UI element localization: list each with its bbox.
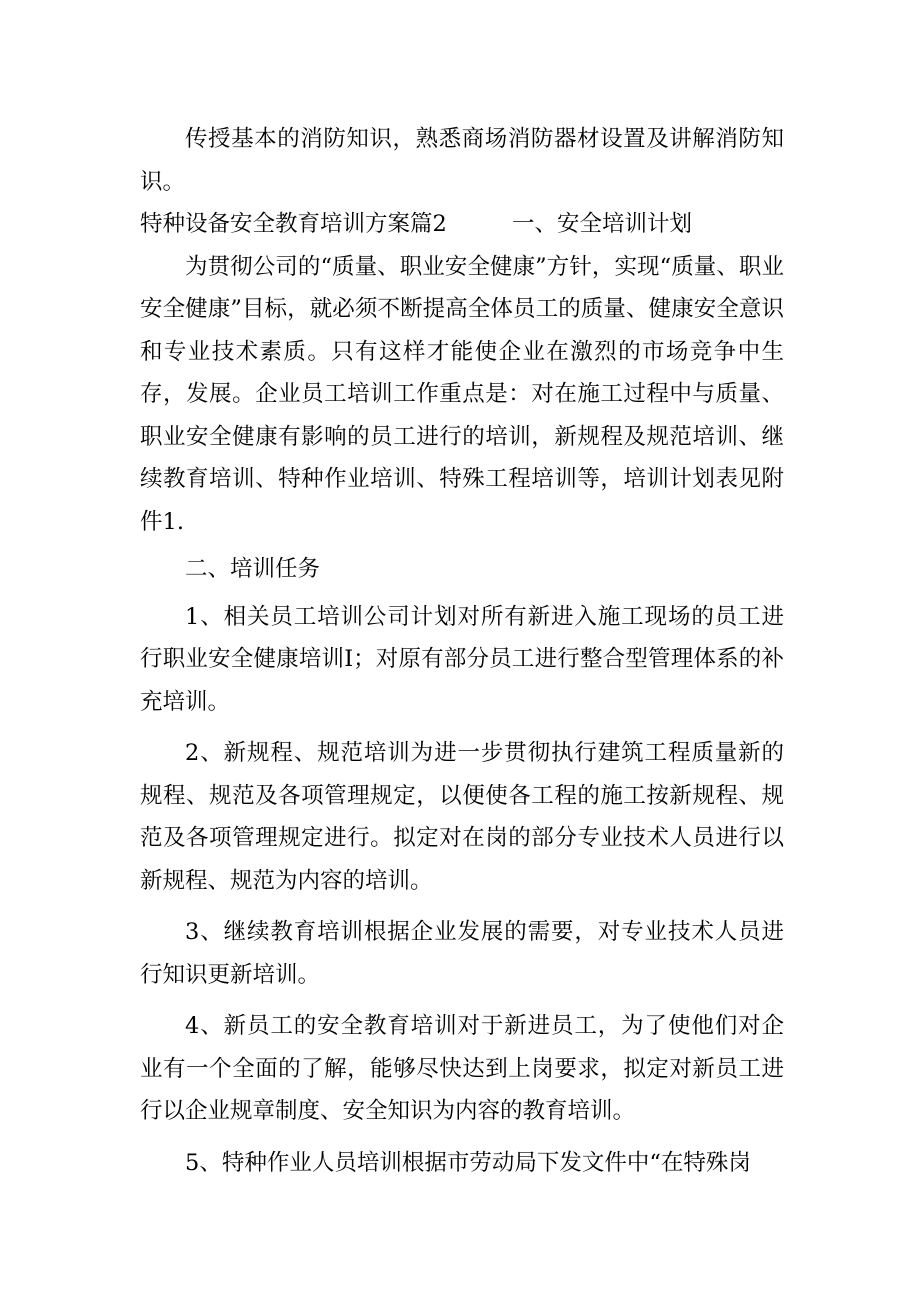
- paragraph-task-2: 2、新规程、规范培训为进一步贯彻执行建筑工程质量新的规程、规范及各项管理规定，以便使各工程的施工按新规程、规范及各项管理规定进行。拟定对在岗的部分专业技术人员进行以新规程、规范为内容的培训。: [140, 740, 784, 894]
- section-subtitle: 一、安全培训计划: [512, 211, 693, 237]
- document-body: [140, 118, 784, 1184]
- paragraph-fire-knowledge: 传授基本的消防知识，熟悉商场消防器材设置及讲解消防知识。: [140, 126, 784, 195]
- paragraph-task-1: 1、相关员工培训公司计划对所有新进入施工现场的员工进行职业安全健康培训I；对原有部分员工进行整合型管理体系的补充培训。: [140, 603, 784, 715]
- paragraph-task-3: 3、继续教育培训根据企业发展的需要，对专业技术人员进行知识更新培训。: [140, 919, 784, 988]
- paragraph-task-5: 5、特种作业人员培训根据市劳动局下发文件中“在特殊岗: [185, 1149, 751, 1176]
- paragraph-heading-tasks: 二、培训任务: [185, 556, 321, 582]
- section-heading: [140, 203, 784, 246]
- paragraph-intro: 为贯彻公司的“质量、职业安全健康”方针，实现“质量、职业安全健康”目标，就必须不断提高全体员工的质量、健康安全意识和专业技术素质。只有这样才能使企业在激烈的市场竞争中生存，发展。企业员工培训工作重点是：对在施工过程中与质量、职业安全健康有影响的员工进行的培训，新规程及规范培训、继续教育培训、特种作业培训、特殊工程培训等，培训计划表见附件1.: [140, 253, 784, 535]
- section-title: 特种设备安全教育培训方案篇2: [140, 211, 447, 237]
- paragraph-task-4: 4、新员工的安全教育培训对于新进员工，为了使他们对企业有一个全面的了解，能够尽快达到上岗要求，拟定对新员工进行以企业规章制度、安全知识为内容的教育培训。: [140, 1013, 784, 1124]
